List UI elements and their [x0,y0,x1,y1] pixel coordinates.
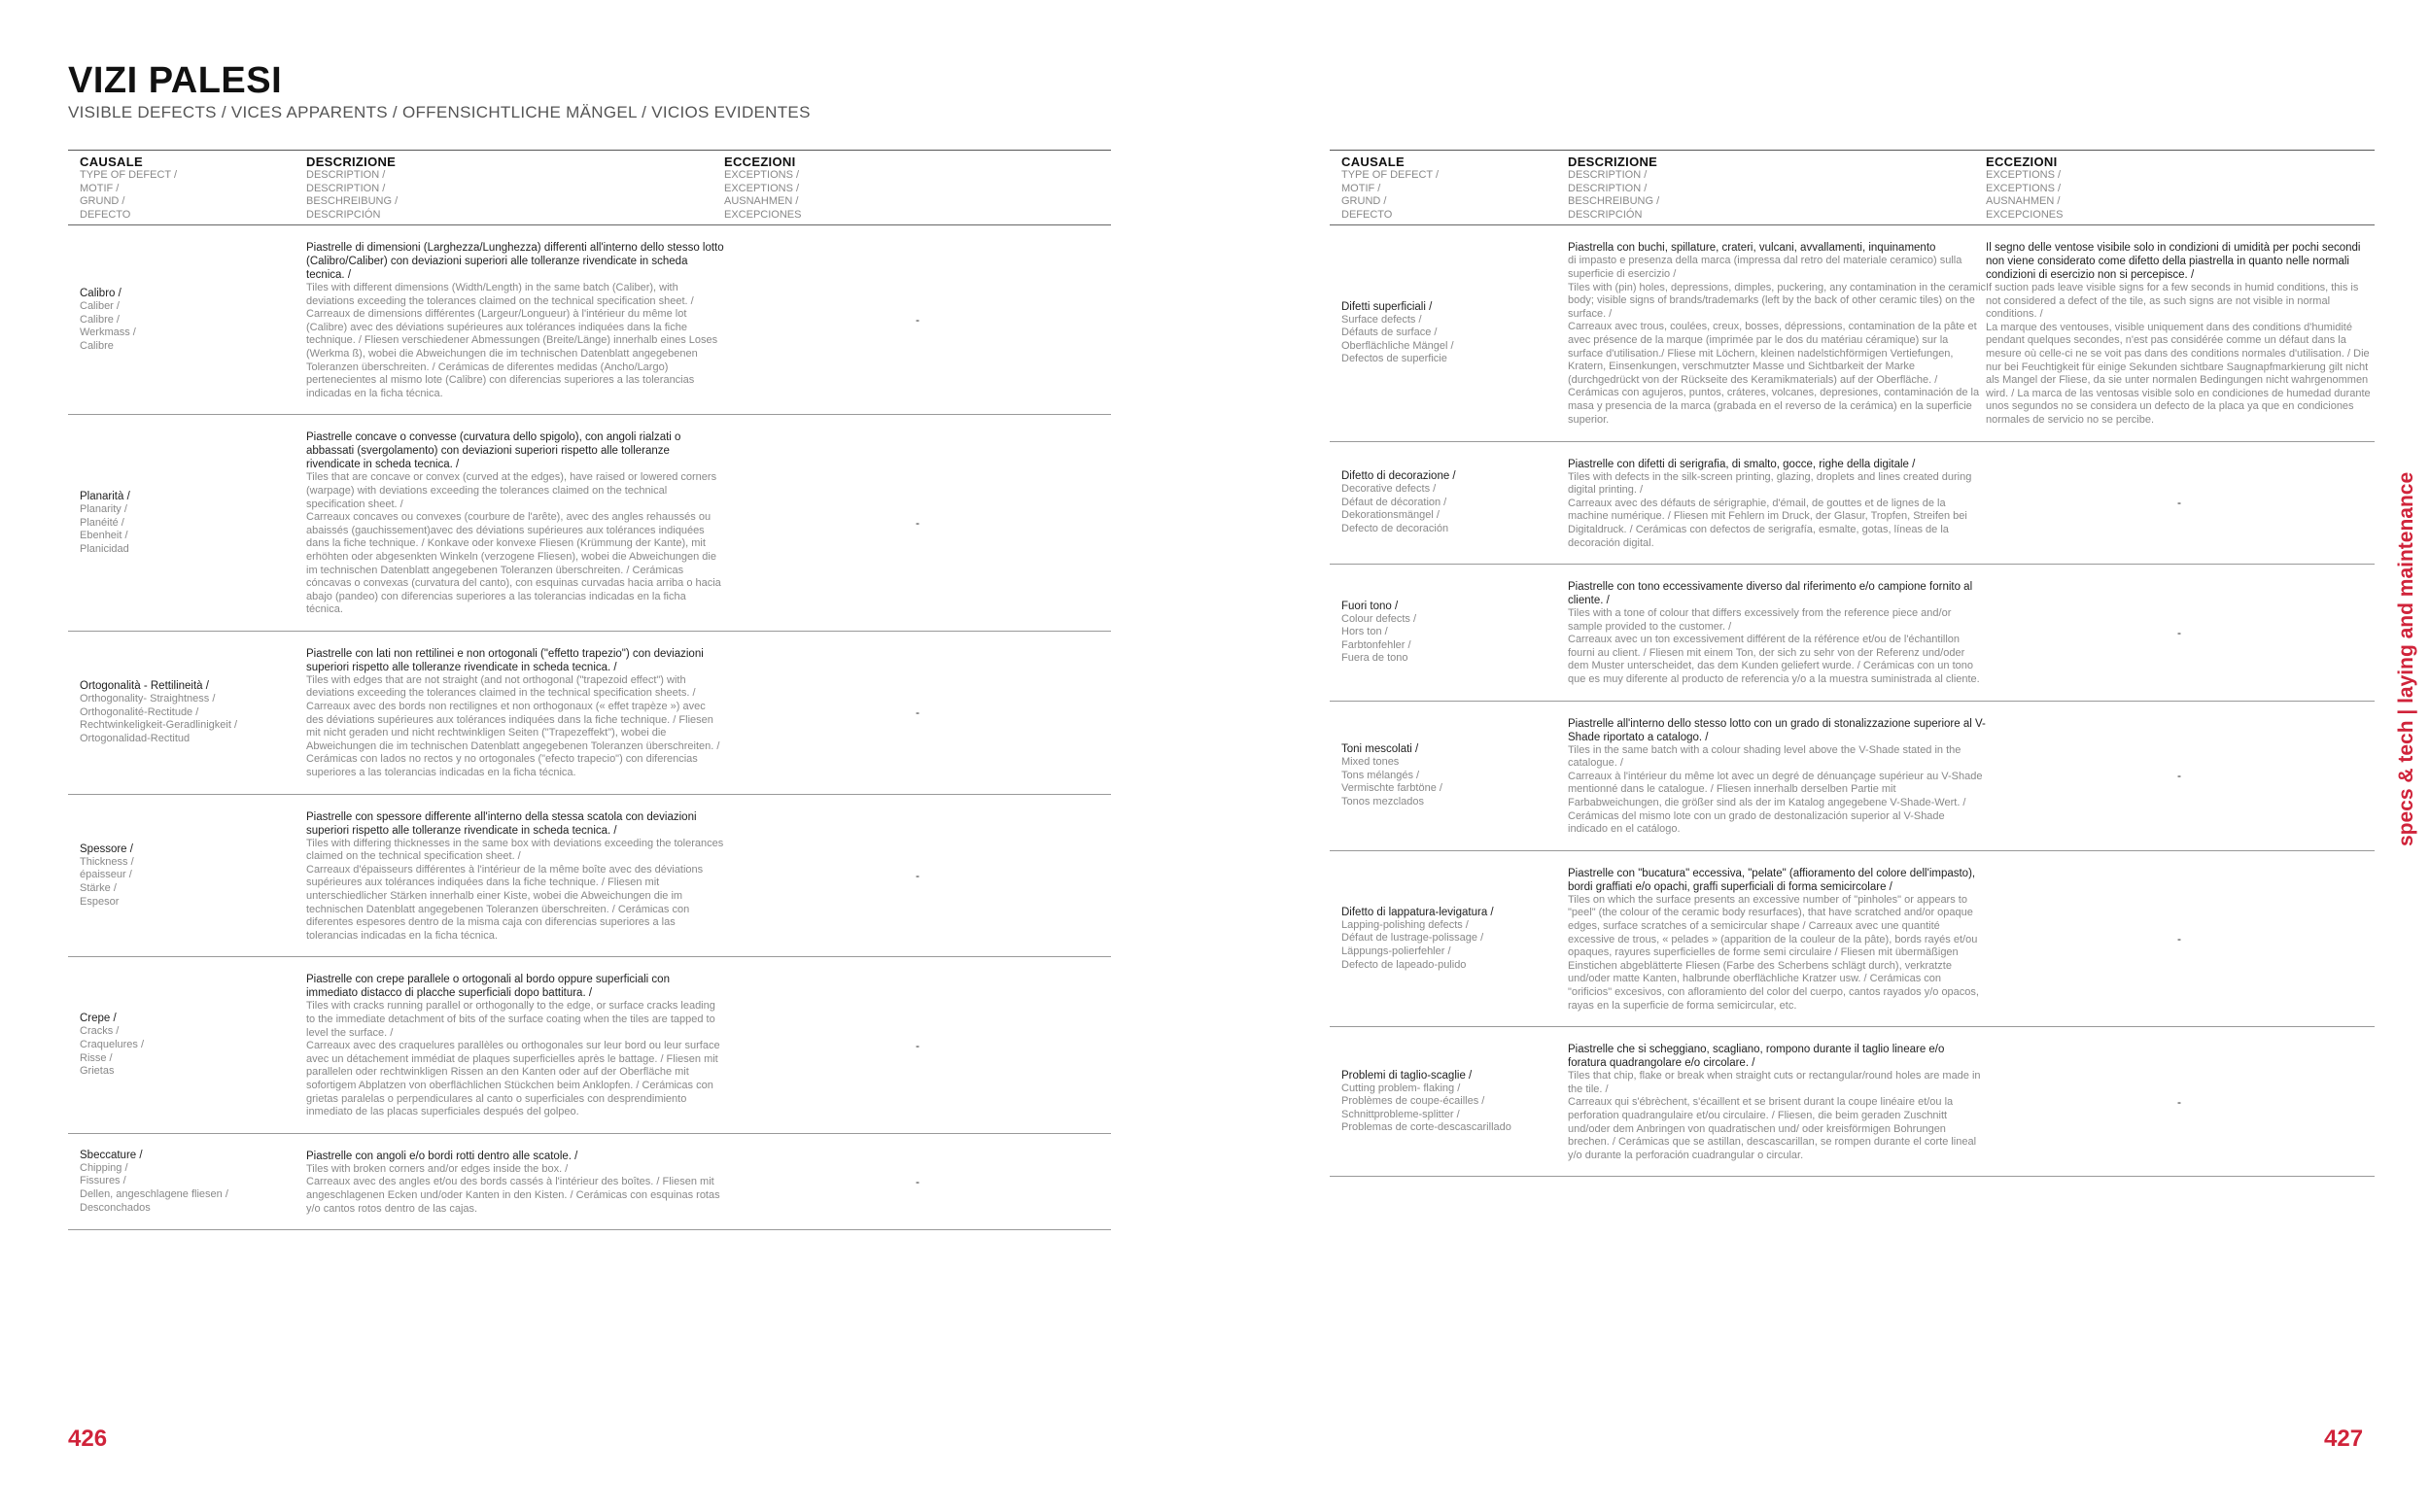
exception-value: - [916,516,920,531]
cause-label: Sbeccature / [80,1149,143,1161]
table-row [1330,1027,2375,1177]
header-cause-translations: TYPE OF DEFECT / MOTIF / GRUND / DEFECTO [1341,169,1440,221]
description-main: Piastrelle con crepe parallele o ortogonali al bordo oppure superficiali con immediato distacco di placche superficiali dopo battitura. / [306,974,670,1000]
cause-label: Problemi di taglio-scaglie / [1341,1069,1473,1082]
defects-table [1330,150,2375,1177]
cause-translations: Decorative defects / Défaut de décoration / Dekorationsmängel / Defecto de decoración [1341,483,1449,534]
exception-value: - [916,1038,920,1052]
exception-value: - [916,313,920,327]
header-exceptions-translations: EXCEPTIONS / EXCEPTIONS / AUSNAHMEN / EXCEPCIONES [1986,169,2064,221]
cause-translations: Orthogonality- Straightness / Orthogonalité-Rectitude / Rechtwinkeligkeit-Geradlinigkeit / Ortogonalidad-Rectitud [80,693,238,744]
defects-table [68,150,1111,1230]
description-translations: Tiles that are concave or convex (curved at the edges), have raised or lowered corners (warpage) with deviations exceeding the tolerances claimed on the technical specification sheet. / Carreaux concaves ou convexes (courbure de l'arête), avec des angles rehaussés ou abaissés (gauchissement)avec des déviations supérieures aux tolérances indiquées dans la fiche technique. / Konkave oder konvexe Fliesen (Krümmung der Kante), mit erhöhten oder abgesenkten Winkeln (verzogene Fliesen), wobei die Abweichungen die im technischen Datenblatt angegebenen Toleranzen überschreiten. / Cerámicas cóncavas o convexas (curvatura del canto), con esquinas curvadas hacia arriba o hacia abajo (pandeo) con diferencias superiores a las tolerancias indicadas en la ficha técnica. [306,471,721,616]
header-description [1568,155,1986,222]
description-main: Piastrelle con difetti di serigrafia, di smalto, gocce, righe della digitale / [1568,458,1916,470]
cause-label: Difetti superficiali / [1341,300,1433,313]
header-cause-label: CAUSALE [1341,155,1405,169]
exception-main: Il segno delle ventose visibile solo in condizioni di umidità per pochi secondi non viene considerato come difetto della piastrella in quanto nelle normali condizioni di esercizio non si percepisce. / [1986,242,2361,281]
description-main: Piastrelle che si scheggiano, scagliano, rompono durante il taglio lineare e/o foratura quadrangolare e/o circolare. / [1568,1044,1945,1070]
exception-value: - [916,705,920,720]
exception-value: - [2177,496,2181,510]
description-translations: di impasto e presenza della marca (impressa dal retro del materiale ceramico) sulla superficie di esercizio / Tiles with (pin) holes, depressions, dimples, puckering, any contamination in the ceramic body; visible signs of brands/trademarks (left by the back of other ceramic tiles) on the surface. / Carreaux avec trous, coulées, creux, bosses, dépressions, contamination de la pâte et avec présence de la marque (imprimée par le dos du matériau céramique) sur la surface d'utilisation./ Fliese mit Löchern, kleinen nadelstichförmigen Vertiefungen, Kratern, Einsenkungen, verschmutzter Masse und Sichtbarkeit der Marke (durchgedrückt von der Rückseite des Keramikmaterials) auf der Oberfläche. / Cerámicas con agujeros, puntos, cráteres, volcanes, depresiones, contaminación de la masa y presencia de la marca (grabada en el reverso de la cerámica) en la superficie superior. [1568,255,1987,426]
exception-cell [1986,225,2373,441]
cause-translations: Colour defects / Hors ton / Farbtonfehler / Fuera de tono [1341,612,1417,665]
description-main: Piastrelle con spessore differente all'interno della stessa scatola con deviazioni superiori rispetto alle tolleranze rivendicate in scheda tecnica. / [306,810,697,837]
cause-label: Ortogonalità - Rettilineità / [80,680,209,693]
exception-value: - [916,1174,920,1188]
description-translations: Tiles with different dimensions (Width/Length) in the same batch (Caliber), with deviations exceeding the tolerances claimed on the technical specification sheet. / Carreaux de dimensions différentes (Largeur/Longueur) à l'intérieur du même lot (Calibre) avec des déviations supérieures aux tolérances indiquées dans la fiche technique. / Fliesen verschiedener Abmessungen (Breite/Länge) innerhalb eines Loses (Werkma ß), wobei die Abweichungen die im technischen Datenblatt angegebenen Toleranzen überschreiten. / Cerámicas de diferentes medidas (Ancho/Largo) pertenecientes al mismo lote (Calibre) con diferencias superiores a las tolerancias indicadas en la ficha técnica. [306,282,718,399]
description-main: Piastrelle con angoli e/o bordi rotti dentro alle scatole. / [306,1150,578,1162]
description-main: Piastrelle di dimensioni (Larghezza/Lunghezza) differenti all'interno dello stesso lotto (Calibro/Caliber) con deviazioni superiori alle tolleranze rivendicate in scheda tecnica. / [306,242,724,281]
exception-value: - [2177,769,2181,783]
page-number: 427 [2324,1426,2364,1452]
header-description [306,155,724,222]
description-main: Piastrelle con lati non rettilinei e non ortogonali ("effetto trapezio") con deviazioni superiori rispetto alle tolleranze rivendicate in scheda tecnica. / [306,647,704,673]
description-translations: Tiles with a tone of colour that differs excessively from the reference piece and/or sample provided to the customer. / Carreaux avec un ton excessivement différent de la référence et/ou de l'échantillon fourni au client. / Fliesen mit einem Ton, der sich zu sehr von der Referenz und/oder dem Muster unterscheidet, das dem Kunden geliefert wurde. / Cerámicas con un tono que es muy diferente al producto de referencia y/o a la muestra suministrada al cliente. [1568,607,1980,686]
table-header [1330,151,2375,225]
description-translations: Tiles that chip, flake or break when straight cuts or rectangular/round holes are made in the tile. / Carreaux qui s'ébrèchent, s'écaillent et se brisent durant la coupe linéaire et/ou la perforation quadrangulaire et/ou circulaire. / Fliesen, die beim geraden Zuschnitt und/oder dem Anbringen von quadratischen und/ oder kreisförmigen Bohrungen brechen. / Cerámicas que se astillan, descascarillan, se rompen durante el corte lineal y/o durante la perforación cuadrangular o circular. [1568,1070,1981,1161]
cause-translations: Planarity / Planéité / Ebenheit / Planicidad [80,502,129,555]
header-cause-translations: TYPE OF DEFECT / MOTIF / GRUND / DEFECTO [80,169,178,221]
cause-translations: Lapping-polishing defects / Défaut de lustrage-polissage / Läppungs-polierfehler / Defecto de lapeado-pulido [1341,918,1484,971]
cause-translations: Cutting problem- flaking / Problèmes de coupe-écailles / Schnittprobleme-splitter / Problemas de corte-descascarillado [1341,1082,1511,1134]
table-row [1330,851,2375,1027]
exception-value: - [2177,1094,2181,1109]
table-header [68,151,1111,225]
table-row [1330,702,2375,851]
header-description-label: DESCRIZIONE [306,155,397,169]
cause-translations: Surface defects / Défauts de surface / Oberflächliche Mängel / Defectos de superficie [1341,313,1454,365]
table-row [68,415,1111,632]
description-main: Piastrelle con "bucatura" eccessiva, "pelate" (affioramento del colore dell'impasto), bordi graffiati e/o opachi, graffi superficiali di forma semicircolare / [1568,867,1976,893]
header-exceptions-label: ECCEZIONI [724,155,796,169]
exception-value: - [2177,931,2181,945]
cause-translations: Chipping / Fissures / Dellen, angeschlagene fliesen / Desconchados [80,1161,228,1214]
table-row [1330,225,2375,442]
header-cause [68,155,306,222]
cause-label: Planarità / [80,490,130,502]
header-exceptions-translations: EXCEPTIONS / EXCEPTIONS / AUSNAHMEN / EXCEPCIONES [724,169,802,221]
table-row [1330,442,2375,566]
header-description-label: DESCRIZIONE [1568,155,1658,169]
description-translations: Tiles in the same batch with a colour shading level above the V-Shade stated in the catalogue. / Carreaux à l'intérieur du même lot avec un degré de dénuançage supérieur au V-Shade mentionné dans le catalogue. / Fliesen innerhalb derselben Partie mit Farbabweichungen, die größer sind als der im Katalog angegebene V-Shade-Wert. / Cerámicas del mismo lote con un grado de destonalización superior al V-Shade indicado en el catálogo. [1568,743,1983,836]
header-exceptions [724,155,1111,222]
table-row [68,957,1111,1133]
cause-label: Crepe / [80,1013,117,1025]
page-subtitle: VISIBLE DEFECTS / VICES APPARENTS / OFFENSICHTLICHE MÄNGEL / VICIOS EVIDENTES [68,103,811,121]
description-translations: Tiles on which the surface presents an excessive number of "pinholes" or appears to "peel" (the colour of the ceramic body resurfaces), that have scratched and/or opaque edges, surface scratches of a semicircular shape / Carreaux avec une quantité excessive de trous, « pelades » (apparition de la couleur de la pâte), bords rayés et/ou opaques, rayures superficielles de forme semi circulaire / Fliesen mit übermäßigen Einstichen abgeblätterte Fliesen (Farbe des Scherbens schlägt durch), verkratzte und/oder matte Kanten, halbrunde oberflächliche Kratzer usw. / Cerámicas con "orificios" excesivos, con afloramiento del color del cuerpo, cantos rayados y/o opacos, rayas en la superficie de forma semicircular, etc. [1568,893,1979,1012]
table-row [68,795,1111,958]
right-page [1215,0,2430,1512]
cause-translations: Mixed tones Tons mélangés / Vermischte farbtöne / Tonos mezclados [1341,756,1442,808]
cause-label: Toni mescolati / [1341,743,1419,756]
header-cause-label: CAUSALE [80,155,143,169]
cause-translations: Caliber / Calibre / Werkmass / Calibre [80,299,136,352]
description-translations: Tiles with cracks running parallel or orthogonally to the edge, or surface cracks leading to the immediate detachment of bits of the surface coating when the tiles are tapped to level the surface. / Carreaux avec des craquelures parallèles ou orthogonales sur leur bord ou leur surface avec un détachement immédiat de plaques superficielles après le battage. / Fliesen mit parallelen oder rechtwinkligen Rissen an den Kanten oder auf der Oberfläche mit sofortigem Abplatzen von oberflächlichen Stückchen beim Anklopfen. / Cerámicas con grietas paralelas o perpendiculares al canto o superficiales con desprendimiento inmediato de las placas superficiales después del golpeo. [306,1000,720,1118]
cause-label: Difetto di lappatura-levigatura / [1341,906,1494,918]
section-side-label: specs & tech | laying and maintenance [2395,471,2417,846]
description-translations: Tiles with defects in the silk-screen printing, glazing, droplets and lines created during digital printing. / Carreaux avec des défauts de sérigraphie, d'émail, de gouttes et de lignes de la machine numérique. / Fliesen mit Fehlern im Druck, der Glasur, Tropfen, Streifen bei Digitaldruck. / Cerámicas con defectos de serigrafía, esmalte, gotas, líneas de la decoración digital. [1568,470,1972,549]
description-main: Piastrella con buchi, spillature, crateri, vulcani, avvallamenti, inquinamento [1568,242,1936,255]
table-row [68,632,1111,795]
header-exceptions-label: ECCEZIONI [1986,155,2058,169]
cause-label: Calibro / [80,287,122,299]
header-exceptions [1986,155,2373,222]
header-description-translations: DESCRIPTION / DESCRIPTION / BESCHREIBUNG / DESCRIPCIÓN [1568,169,1660,221]
description-main: Piastrelle all'interno dello stesso lotto con un grado di stonalizzazione superiore al V-Shade riportato a catalogo. / [1568,717,1986,743]
exception-value: - [2177,625,2181,639]
page-title: VIZI PALESI [68,60,283,101]
description-main: Piastrelle concave o convesse (curvatura dello spigolo), con angoli rialzati o abbassati (svergolamento) con deviazioni superiori rispetto alle tolleranze rivendicate in scheda tecnica. / [306,431,681,471]
table-row [1330,565,2375,702]
exception-translations: If suction pads leave visible signs for a few seconds in humid conditions, this is not considered a defect of the tile, as such signs are not visible in normal conditions. / La marque des ventouses, visible uniquement dans des conditions d'humidité pendant quelques secondes, n'est pas considérée comme un défaut dans la mesure où celle-ci ne se voit pas dans des conditions normales d'utilisation. / Die nur bei Feuchtigkeit für einige Sekunden sichtbare Saugnapfmarkierung gilt nicht als Mangel der Fliese, da sie unter normalen Bedingungen nicht wahrgenommen wird. / La marca de las ventosas visible solo en condiciones de humedad durante unos segundos no se considera un defecto de la placa ya que en condiciones normales de servicio no se percibe. [1986,282,2371,426]
cause-translations: Cracks / Craquelures / Risse / Grietas [80,1025,145,1078]
cause-translations: Thickness / épaisseur / Stärke / Espesor [80,855,134,908]
description-main: Piastrelle con tono eccessivamente diverso dal riferimento e/o campione fornito al cliente. / [1568,581,1973,607]
page-number: 426 [68,1426,108,1452]
cause-label: Spessore / [80,842,133,855]
table-row [68,225,1111,415]
table-row [68,1134,1111,1230]
description-translations: Tiles with broken corners and/or edges inside the box. / Carreaux avec des angles et/ou des bords cassés à l'intérieur des boîtes. / Fliesen mit angeschlagenen Ecken und/oder Kanten in den Kisten. / Cerámicas con esquinas rotas y/o cantos rotos dentro de las cajas. [306,1162,720,1215]
cause-label: Fuori tono / [1341,600,1399,612]
cause-label: Difetto di decorazione / [1341,470,1456,483]
header-description-translations: DESCRIPTION / DESCRIPTION / BESCHREIBUNG / DESCRIPCIÓN [306,169,399,221]
header-cause [1330,155,1568,222]
exception-value: - [916,869,920,882]
description-translations: Tiles with edges that are not straight (and not orthogonal ("trapezoid effect") with deviations exceeding the tolerances claimed in the technical specification sheets. / Carreaux avec des bords non rectilignes et non orthogonaux (« effet trapèze ») avec des déviations supérieures aux tolérances indiquées dans la fiche technique. / Fliesen mit nicht geraden und nicht rechtwinkligen Seiten ("Trapezeffekt"), wobei die Abweichungen die im technischen Datenblatt angegebenen Toleranzen überschreiten. / Cerámicas con lados no rectos y no ortogonales ("efecto trapecio") con diferencias superiores a las tolerancias indicadas en la ficha técnica. [306,673,720,779]
description-translations: Tiles with differing thicknesses in the same box with deviations exceeding the tolerances claimed on the technical specification sheet. / Carreaux d'épaisseurs différentes à l'intérieur de la même boîte avec des déviations supérieures aux tolérances indiquées dans la fiche technique. / Fliesen mit unterschiedlicher Stärken innerhalb einer Kiste, wobei die Abweichungen die im technischen Datenblatt angegebenen Toleranzen überschreiten. / Cerámicas con diferentes espesores dentro de la misma caja con diferencias superiores a las tolerancias indicadas en la ficha técnica. [306,837,724,942]
